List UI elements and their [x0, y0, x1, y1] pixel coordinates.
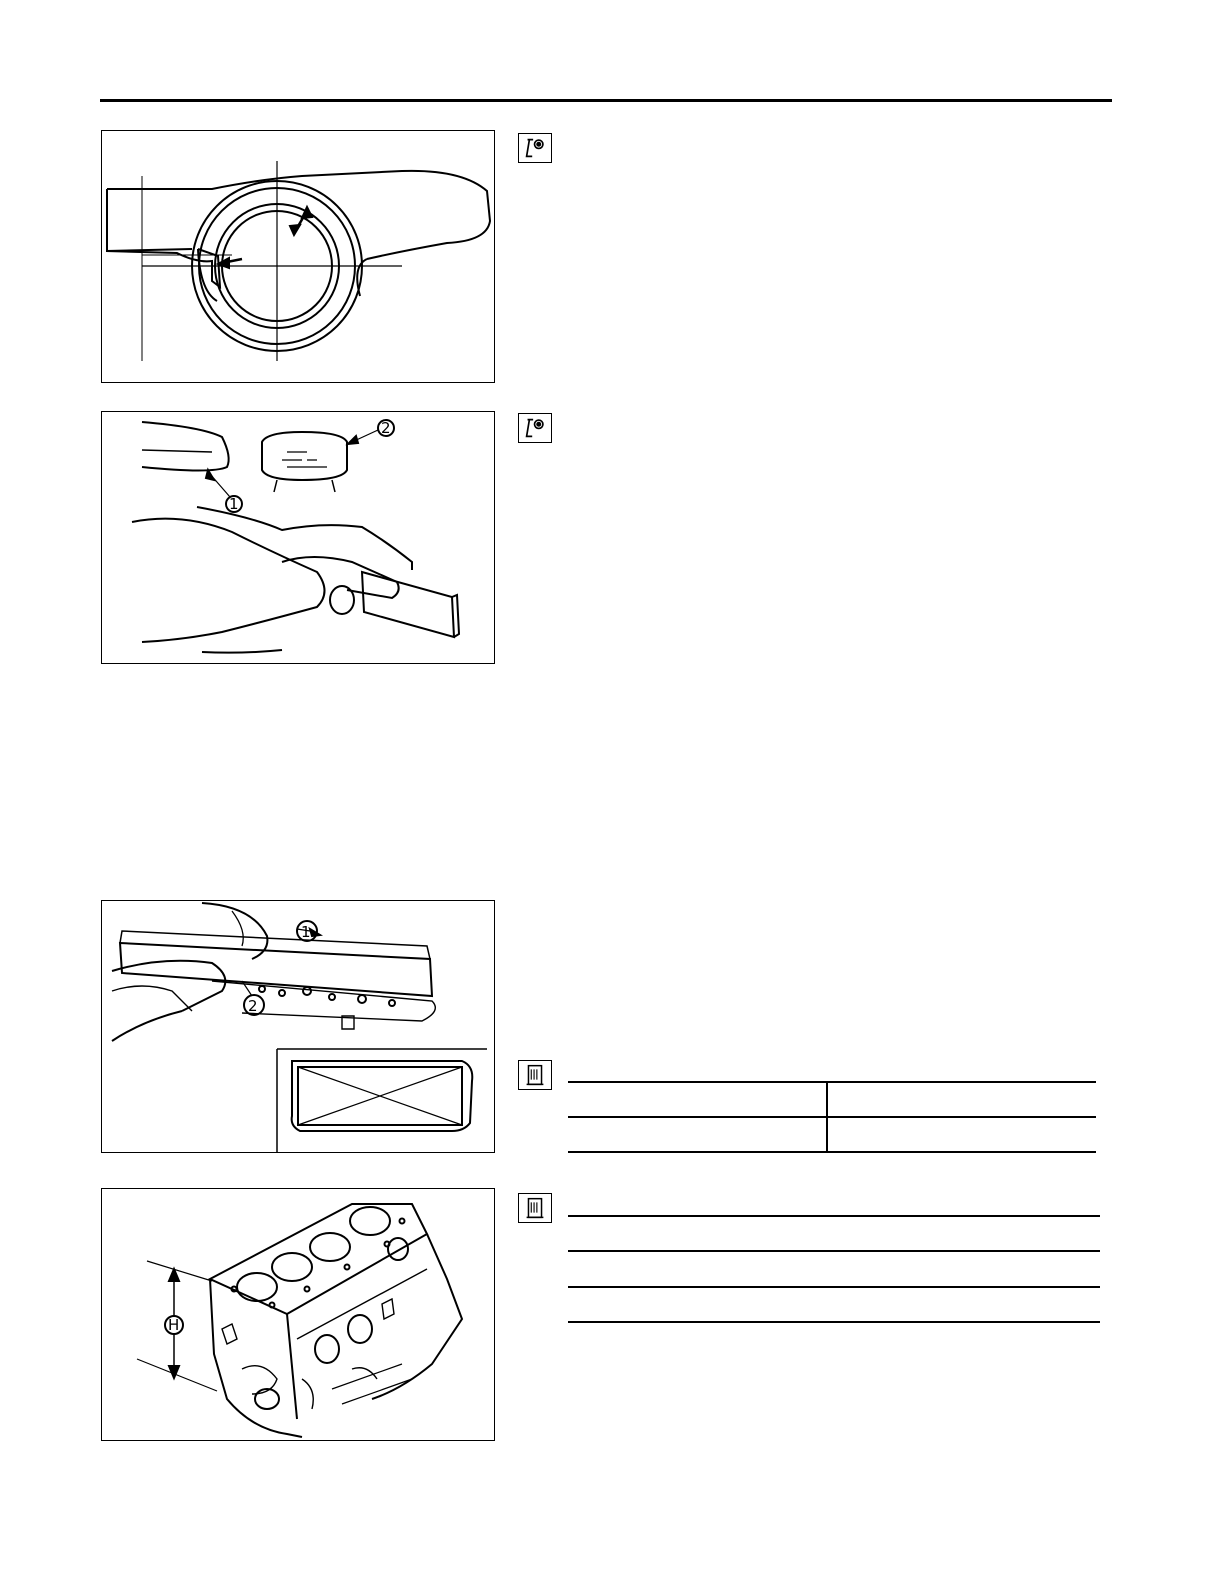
- inspection-icon: [518, 413, 552, 443]
- table-rule: [568, 1081, 1096, 1083]
- table-column-divider: [826, 1083, 828, 1153]
- table-rule: [568, 1215, 1100, 1217]
- specification-icon: [518, 1193, 552, 1223]
- specification-icon: [518, 1060, 552, 1090]
- svg-text:H: H: [168, 1316, 180, 1334]
- table-rule: [568, 1286, 1100, 1288]
- figure-cylinder-block-flatness: [101, 900, 495, 1153]
- svg-text:1: 1: [229, 495, 239, 513]
- table-rule: [568, 1250, 1100, 1252]
- svg-text:2: 2: [381, 419, 391, 437]
- table-rule: [568, 1321, 1100, 1323]
- figure-cylinder-block-height: [101, 1188, 495, 1441]
- svg-text:2: 2: [248, 997, 258, 1015]
- figure-rocker-arm-bushing: [101, 130, 495, 383]
- figure-rocker-arm-correction: [101, 411, 495, 664]
- svg-text:1: 1: [301, 923, 311, 941]
- table-rule: [568, 1151, 1096, 1153]
- table-rule: [568, 1116, 1096, 1118]
- header-rule: [100, 99, 1112, 102]
- inspection-icon: [518, 133, 552, 163]
